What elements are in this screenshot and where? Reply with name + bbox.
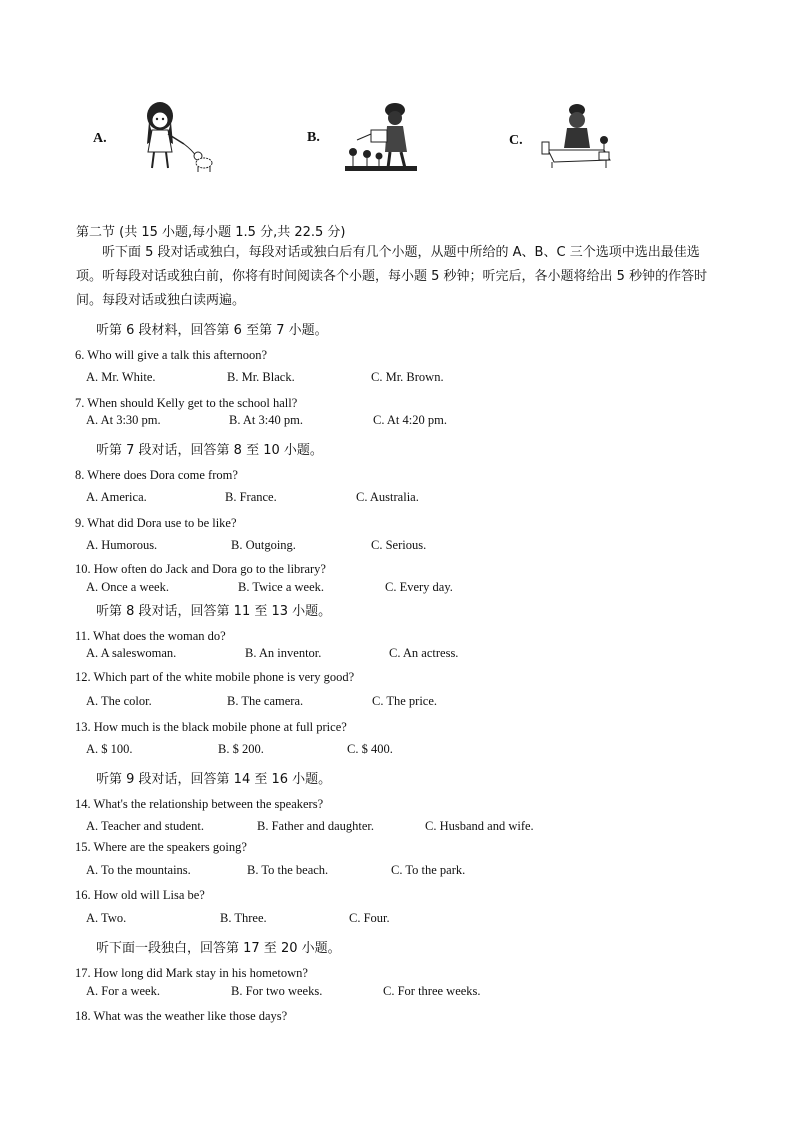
group-instruction: 听第 9 段对话，回答第 14 至 16 小题。 (96, 772, 332, 787)
question-text: 14. What's the relationship between the speakers? (75, 797, 324, 811)
option-c: C. At 4:20 pm. (373, 413, 447, 427)
question-text: 12. Which part of the white mobile phone is very good? (75, 670, 355, 684)
option-b: B. Mr. Black. (227, 370, 295, 384)
section-instructions: 听下面 5 段对话或独白，每段对话或独白后有几个小题，从题中所给的 A、B、C 三个选项中选出最佳选项。听每段对话或独白前，你将有时间阅读各个小题，每小题 5 秒钟；听完后，各小题将给出 5 秒钟的作答时间。每段对话或独白读两遍。 (76, 245, 708, 308)
question-text: 11. What does the woman do? (75, 629, 226, 643)
question-text: 17. How long did Mark stay in his hometown? (75, 966, 308, 980)
option-c: C. Mr. Brown. (371, 370, 444, 384)
option-c: C. To the park. (391, 863, 466, 877)
option-b: B. For two weeks. (231, 984, 323, 998)
option-a: A. Humorous. (86, 538, 158, 552)
option-a: A. Two. (86, 911, 127, 925)
group-instruction: 听第 6 段材料，回答第 6 至第 7 小题。 (96, 323, 328, 338)
option-b: B. Outgoing. (231, 538, 296, 552)
question-text: 16. How old will Lisa be? (75, 888, 205, 902)
option-c: C. The price. (372, 694, 438, 708)
option-b: B. To the beach. (247, 863, 329, 877)
option-c: C. Husband and wife. (425, 819, 534, 833)
person-at-table-illustration (540, 100, 616, 172)
watering-flowers-illustration (343, 100, 423, 176)
question-text: 13. How much is the black mobile phone at full price? (75, 720, 347, 734)
option-a: A. America. (86, 490, 147, 504)
option-c: C. Four. (349, 911, 390, 925)
option-b: B. France. (225, 490, 277, 504)
option-b: B. At 3:40 pm. (229, 413, 303, 427)
question-text: 10. How often do Jack and Dora go to the library? (75, 562, 326, 576)
question-text: 18. What was the weather like those days? (75, 1009, 288, 1023)
section-heading: 第二节 (共 15 小题,每小题 1.5 分,共 22.5 分) (76, 225, 346, 240)
option-b: B. An inventor. (245, 646, 322, 660)
option-a: A. Teacher and student. (86, 819, 204, 833)
girl-walking-dog-illustration (132, 100, 227, 175)
question-text: 9. What did Dora use to be like? (75, 516, 237, 530)
option-a: A. A saleswoman. (86, 646, 177, 660)
group-instruction: 听第 7 段对话，回答第 8 至 10 小题。 (96, 443, 323, 458)
option-a: A. For a week. (86, 984, 160, 998)
option-a: A. At 3:30 pm. (86, 413, 161, 427)
option-c: C. An actress. (389, 646, 459, 660)
option-b: B. The camera. (227, 694, 304, 708)
option-c: C. $ 400. (347, 742, 393, 756)
picture-b-label: B. (307, 130, 320, 145)
option-a: A. Mr. White. (86, 370, 156, 384)
option-b: B. Father and daughter. (257, 819, 374, 833)
option-a: A. Once a week. (86, 580, 169, 594)
option-c: C. For three weeks. (383, 984, 481, 998)
option-b: B. $ 200. (218, 742, 264, 756)
option-b: B. Three. (220, 911, 267, 925)
option-b: B. Twice a week. (238, 580, 325, 594)
picture-c-label: C. (509, 133, 523, 148)
option-c: C. Australia. (356, 490, 419, 504)
option-c: C. Every day. (385, 580, 453, 594)
option-a: A. The color. (86, 694, 152, 708)
question-text: 8. Where does Dora come from? (75, 468, 238, 482)
option-c: C. Serious. (371, 538, 427, 552)
question-text: 15. Where are the speakers going? (75, 840, 247, 854)
question-text: 7. When should Kelly get to the school hall? (75, 396, 298, 410)
group-instruction: 听第 8 段对话，回答第 11 至 13 小题。 (96, 604, 332, 619)
option-a: A. $ 100. (86, 742, 133, 756)
group-instruction: 听下面一段独白，回答第 17 至 20 小题。 (96, 941, 341, 956)
question-text: 6. Who will give a talk this afternoon? (75, 348, 268, 362)
option-a: A. To the mountains. (86, 863, 191, 877)
picture-a-label: A. (93, 131, 107, 146)
